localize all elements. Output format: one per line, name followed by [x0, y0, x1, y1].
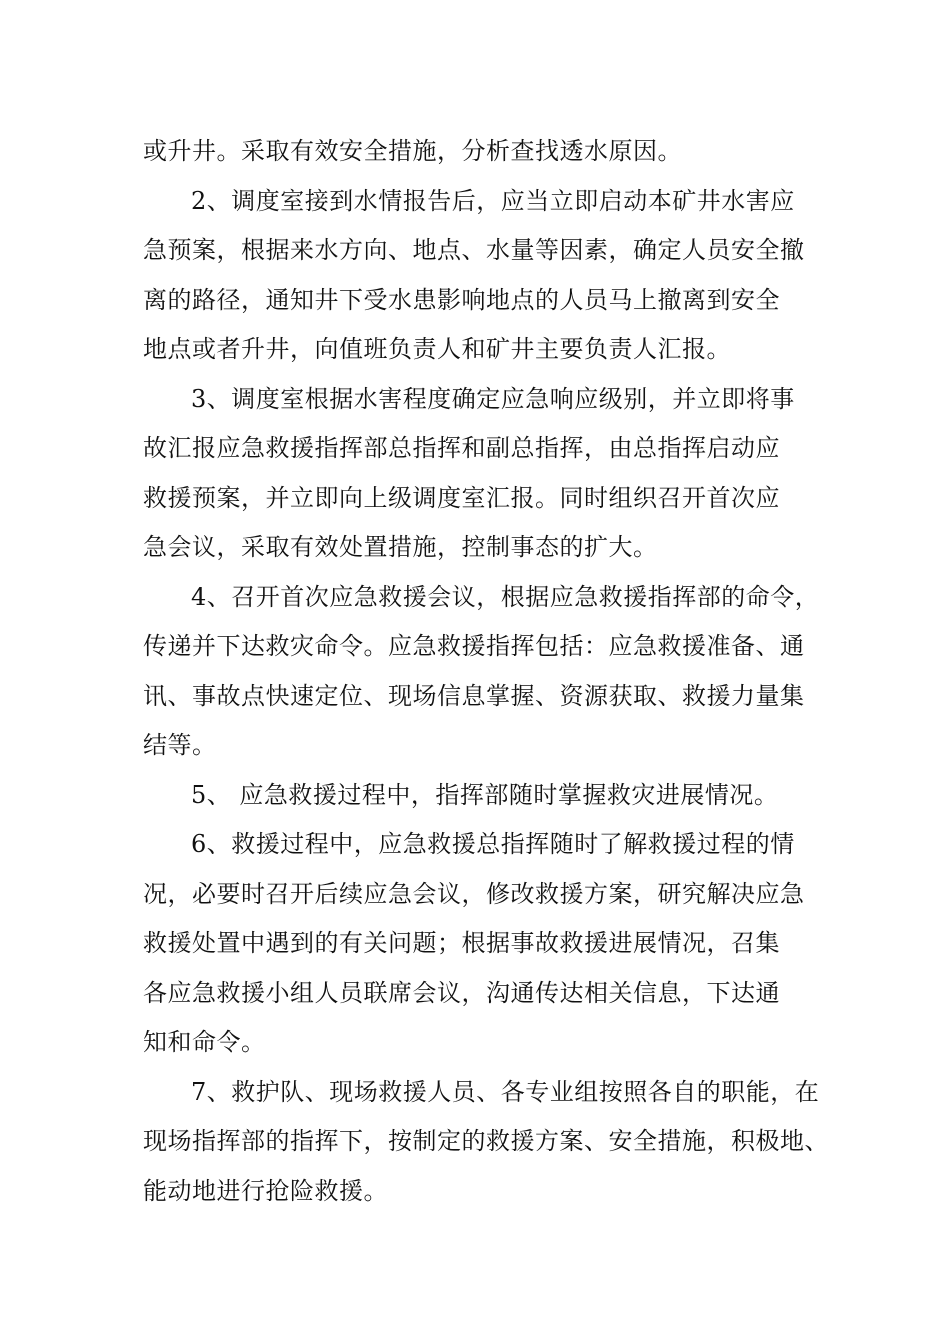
- text-line: 各应急救援小组人员联席会议，沟通传达相关信息，下达通: [143, 978, 780, 1007]
- text-line: 4、召开首次应急救援会议，根据应急救援指挥部的命令，: [191, 582, 820, 611]
- paragraph: [143, 771, 815, 821]
- text-line: 传递并下达救灾命令。应急救援指挥包括：应急救援准备、通: [143, 632, 805, 660]
- paragraph: [143, 375, 815, 573]
- text-line: 救援处置中遇到的有关问题；根据事故救援进展情况，召集: [143, 929, 780, 957]
- text-line: 结等。: [143, 731, 217, 759]
- text-line: 地点或者升井，向值班负责人和矿井主要负责人汇报。: [143, 335, 731, 363]
- text-line: 知和命令。: [143, 1028, 266, 1056]
- text-line: 离的路径，通知井下受水患影响地点的人员马上撤离到安全: [143, 285, 780, 314]
- text-line: 急会议，采取有效处置措施，控制事态的扩大。: [143, 533, 658, 561]
- text-line: 7、救护队、现场救援人员、各专业组按照各自的职能，在: [191, 1077, 820, 1106]
- text-line: 急预案，根据来水方向、地点、水量等因素，确定人员安全撤: [143, 236, 805, 264]
- paragraph: [143, 177, 815, 375]
- text-line: 讯、事故点快速定位、现场信息掌握、资源获取、救援力量集: [143, 681, 805, 710]
- text-line: 救援预案，并立即向上级调度室汇报。同时组织召开首次应: [143, 483, 780, 512]
- text-line: 3、调度室根据水害程度确定应急响应级别，并立即将事: [191, 384, 795, 413]
- paragraph: [143, 573, 820, 771]
- paragraph: [143, 1068, 829, 1217]
- text-line: 2、调度室接到水情报告后，应当立即启动本矿井水害应: [191, 186, 795, 215]
- text-line: 况，必要时召开后续应急会议，修改救援方案，研究解决应急: [143, 879, 805, 908]
- text-line: 故汇报应急救援指挥部总指挥和副总指挥，由总指挥启动应: [143, 434, 780, 462]
- text-line: 或升井。采取有效安全措施，分析查找透水原因。: [143, 137, 682, 165]
- text-line: 6、救援过程中，应急救援总指挥随时了解救援过程的情: [191, 830, 795, 858]
- text-line: 5、 应急救援过程中，指挥部随时掌握救灾进展情况。: [191, 780, 779, 809]
- paragraph: [143, 127, 815, 177]
- text-line: 能动地进行抢险救援。: [143, 1176, 388, 1205]
- paragraph: [143, 820, 815, 1068]
- text-line: 现场指挥部的指挥下，按制定的救援方案、安全措施，积极地、: [143, 1127, 829, 1155]
- document-body: [143, 127, 829, 1216]
